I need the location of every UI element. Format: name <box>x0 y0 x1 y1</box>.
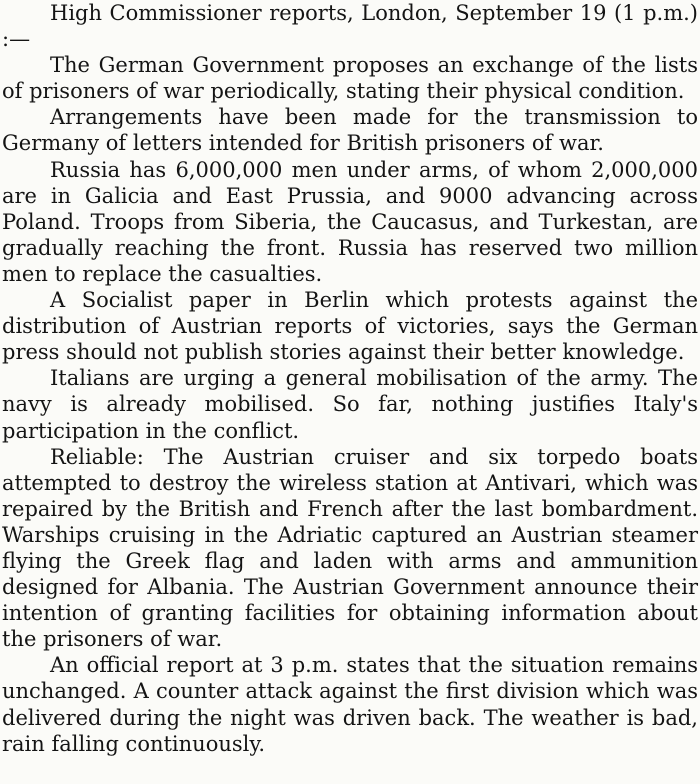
article-paragraph: An official report at 3 p.m. states that the situation remains unchanged. A counter attack against the first division which was delivered during the night was driven back. The weather is bad, rain falling continuously. <box>2 653 698 756</box>
article-paragraph: The German Government proposes an exchange of the lists of prisoners of war periodically, stating their physical condition. <box>2 53 698 104</box>
article-paragraph: Italians are urging a general mobilisation of the army. The navy is already mobilised. So far, nothing justifies Italy's participation in the conflict. <box>2 366 698 443</box>
article-paragraph: A Socialist paper in Berlin which protests against the distribution of Austrian reports of victories, says the German press should not publish stories against their better knowledge. <box>2 288 698 365</box>
article-paragraph: Reliable: The Austrian cruiser and six torpedo boats attempted to destroy the wireless station at Antivari, which was repaired by the British and French after the last bombardment. Warships cruising in the Adriatic captured an Austrian steamer flying the Greek flag and laden with arms and ammunition designed for Albania. The Austrian Government announce their intention of granting facilities for obtaining information about the prisoners of war. <box>2 444 698 652</box>
article-paragraph: Russia has 6,000,000 men under arms, of whom 2,000,000 are in Galicia and East Prussia, and 9000 advancing across Poland. Troops from Siberia, the Caucasus, and Turkestan, are gradually reaching the front. Russia has reserved two million men to replace the casualties. <box>2 157 698 286</box>
news-article <box>2 0 698 757</box>
article-dateline: High Commissioner reports, London, September 19 (1 p.m.) :— <box>2 1 698 52</box>
article-paragraph: Arrangements have been made for the transmission to Germany of letters intended for British prisoners of war. <box>2 105 698 156</box>
